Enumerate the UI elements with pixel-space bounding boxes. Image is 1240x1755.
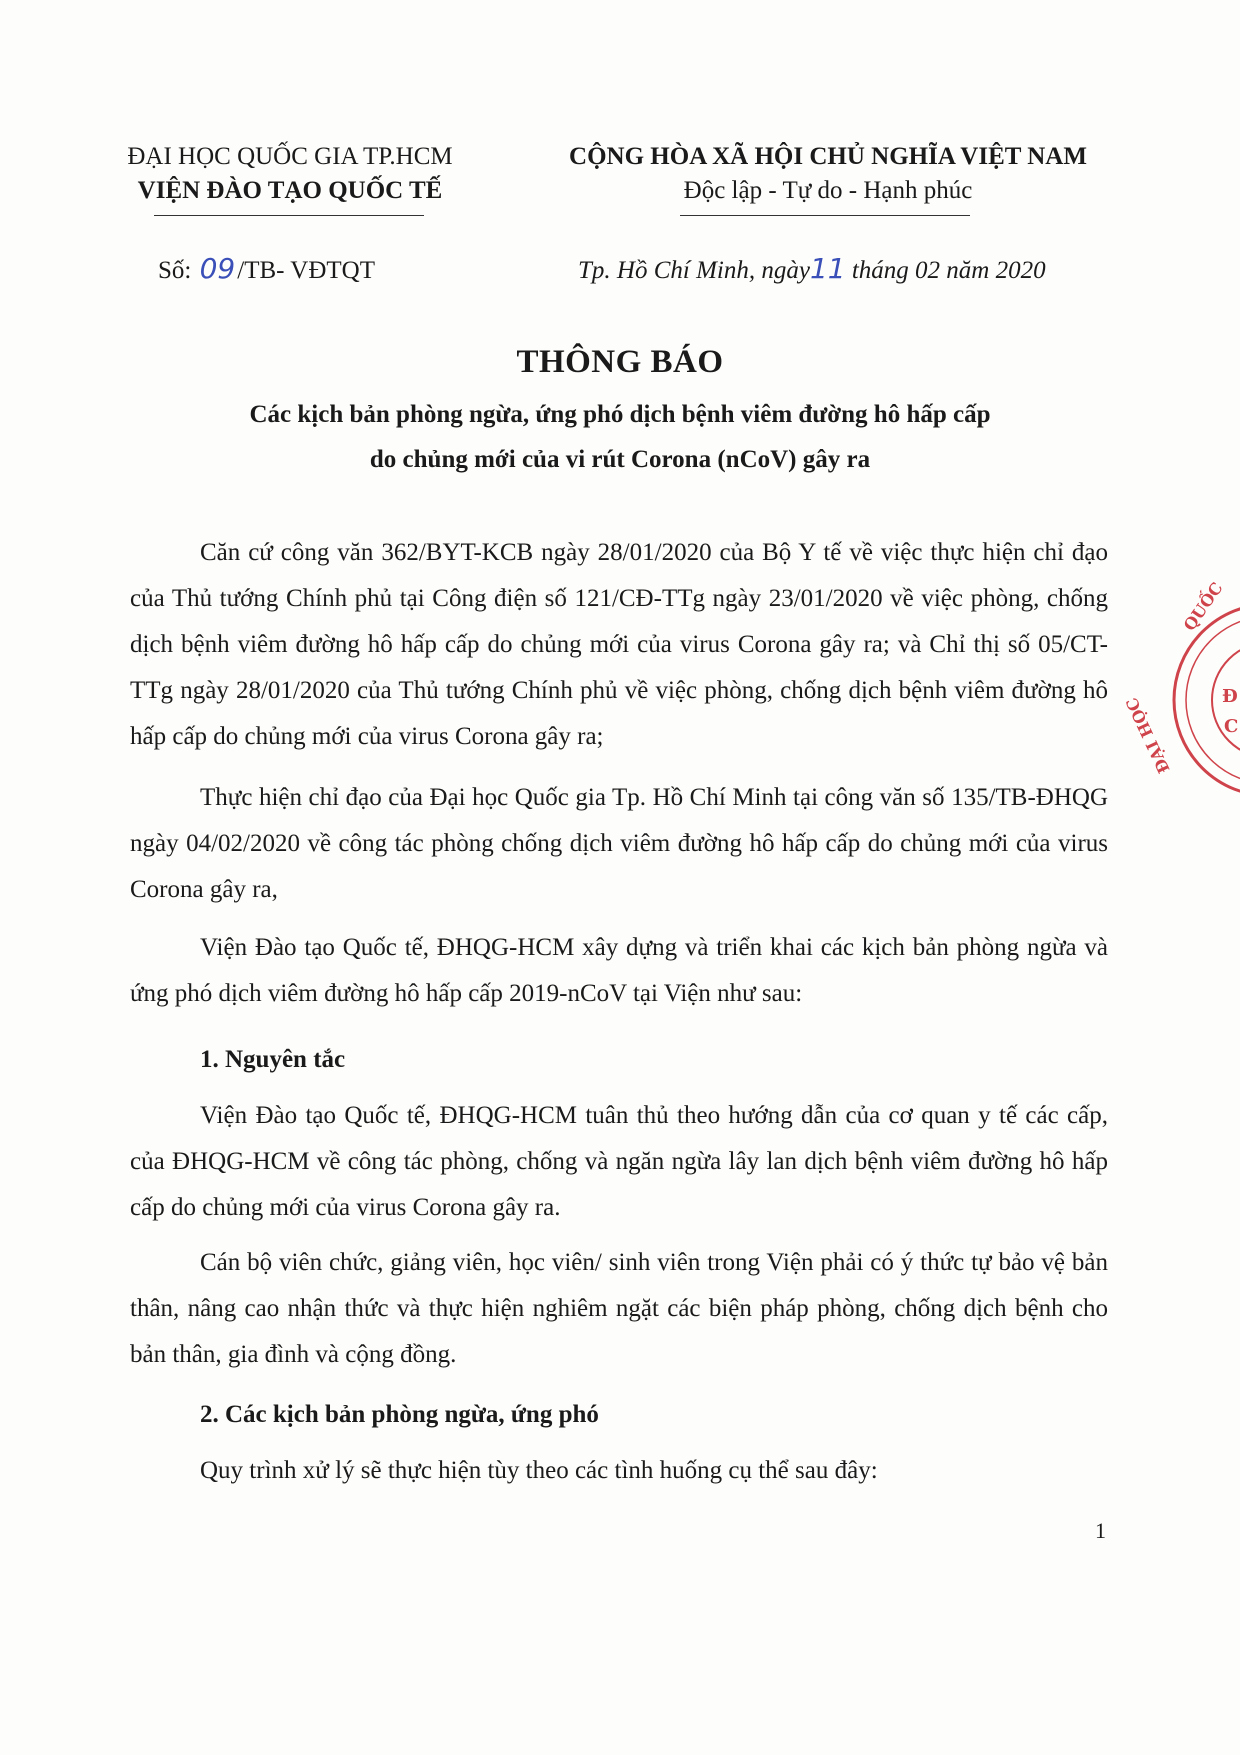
national-motto-block — [548, 140, 1108, 208]
issue-date-prefix: Tp. Hồ Chí Minh, ngày — [578, 257, 810, 284]
section-heading-scenarios: 2. Các kịch bản phòng ngừa, ứng phó — [200, 1401, 599, 1428]
document-subtitle-line2: do chủng mới của vi rút Corona (nCoV) gây ra — [369, 446, 871, 473]
paragraph-responsibility — [130, 1240, 1108, 1378]
issue-date — [578, 252, 1046, 288]
svg-text:C: C — [1224, 716, 1239, 737]
svg-text:Đ: Đ — [1222, 686, 1238, 707]
section-heading-principles: 1. Nguyên tắc — [200, 1046, 346, 1073]
country-name: CỘNG HÒA XÃ HỘI CHỦ NGHĨA VIỆT NAM — [569, 143, 1087, 170]
paragraph-directive — [130, 775, 1108, 913]
document-number-prefix: Số: — [158, 257, 192, 284]
left-header-rule — [154, 215, 424, 216]
seal-text-left: ĐẠI HỌC — [1122, 694, 1174, 777]
issue-date-suffix: tháng 02 năm 2020 — [851, 257, 1046, 284]
paragraph-principles — [130, 1093, 1108, 1231]
paragraph-text: Căn cứ công văn 362/BYT-KCB ngày 28/01/2020 của Bộ Y tế về việc thực hiện chỉ đạo của Thủ tướng Chính phủ tại Công điện số 121/CĐ-TTg ngày 23/01/2020 về việc phòng, chống dịch bệnh viêm đường hô hấp cấp do chủng mới của virus Corona gây ra; và Chỉ thị số 05/CT-TTg ngày 28/01/2020 của Thủ tướng Chính phủ về việc phòng, chống dịch bệnh viêm đường hô hấp cấp do chủng mới của virus Corona gây ra; — [130, 539, 1108, 750]
paragraph-text: Quy trình xử lý sẽ thực hiện tùy theo các tình huống cụ thể sau đây: — [200, 1457, 878, 1484]
right-header-rule — [680, 215, 970, 216]
national-motto: Độc lập - Tự do - Hạnh phúc — [683, 177, 973, 204]
seal-icon — [1122, 578, 1240, 800]
document-number-suffix: /TB- VĐTQT — [237, 257, 375, 284]
issuing-body-block — [100, 140, 480, 208]
official-seal-stamp — [1122, 578, 1240, 800]
parent-organization: ĐẠI HỌC QUỐC GIA TP.HCM — [127, 143, 453, 170]
paragraph-text: Viện Đào tạo Quốc tế, ĐHQG-HCM tuân thủ theo hướng dẫn của cơ quan y tế các cấp, của ĐHQG-HCM về công tác phòng, chống và ngăn ngừa lây lan dịch bệnh viêm đường hô hấp cấp do chủng mới của virus Corona gây ra. — [130, 1102, 1108, 1221]
handwritten-number: 09 — [199, 252, 236, 285]
paragraph-text: Thực hiện chỉ đạo của Đại học Quốc gia Tp. Hồ Chí Minh tại công văn số 135/TB-ĐHQG ngày 04/02/2020 về công tác phòng chống dịch viêm đường hô hấp cấp do chủng mới của virus Corona gây ra, — [130, 784, 1108, 903]
page-number: 1 — [1095, 1518, 1106, 1543]
document-number — [158, 252, 375, 288]
paragraph-procedure — [130, 1448, 1108, 1494]
seal-text-top: QUỐC — [1179, 578, 1227, 635]
paragraph-text: Cán bộ viên chức, giảng viên, học viên/ sinh viên trong Viện phải có ý thức tự bảo vệ bản thân, nâng cao nhận thức và thực hiện nghiêm ngặt các biện pháp phòng, chống dịch bệnh cho bản thân, gia đình và cộng đồng. — [130, 1249, 1108, 1368]
paragraph-intro — [130, 925, 1108, 1017]
handwritten-day: 11 — [809, 252, 846, 285]
document-title: THÔNG BÁO — [516, 344, 724, 380]
paragraph-legal-basis — [130, 530, 1108, 760]
paragraph-text: Viện Đào tạo Quốc tế, ĐHQG-HCM xây dựng và triển khai các kịch bản phòng ngừa và ứng phó dịch viêm đường hô hấp cấp 2019-nCoV tại Viện như sau: — [130, 934, 1108, 1007]
issuing-organization: VIỆN ĐÀO TẠO QUỐC TẾ — [137, 177, 443, 204]
document-subtitle-line1: Các kịch bản phòng ngừa, ứng phó dịch bệnh viêm đường hô hấp cấp — [249, 401, 991, 428]
